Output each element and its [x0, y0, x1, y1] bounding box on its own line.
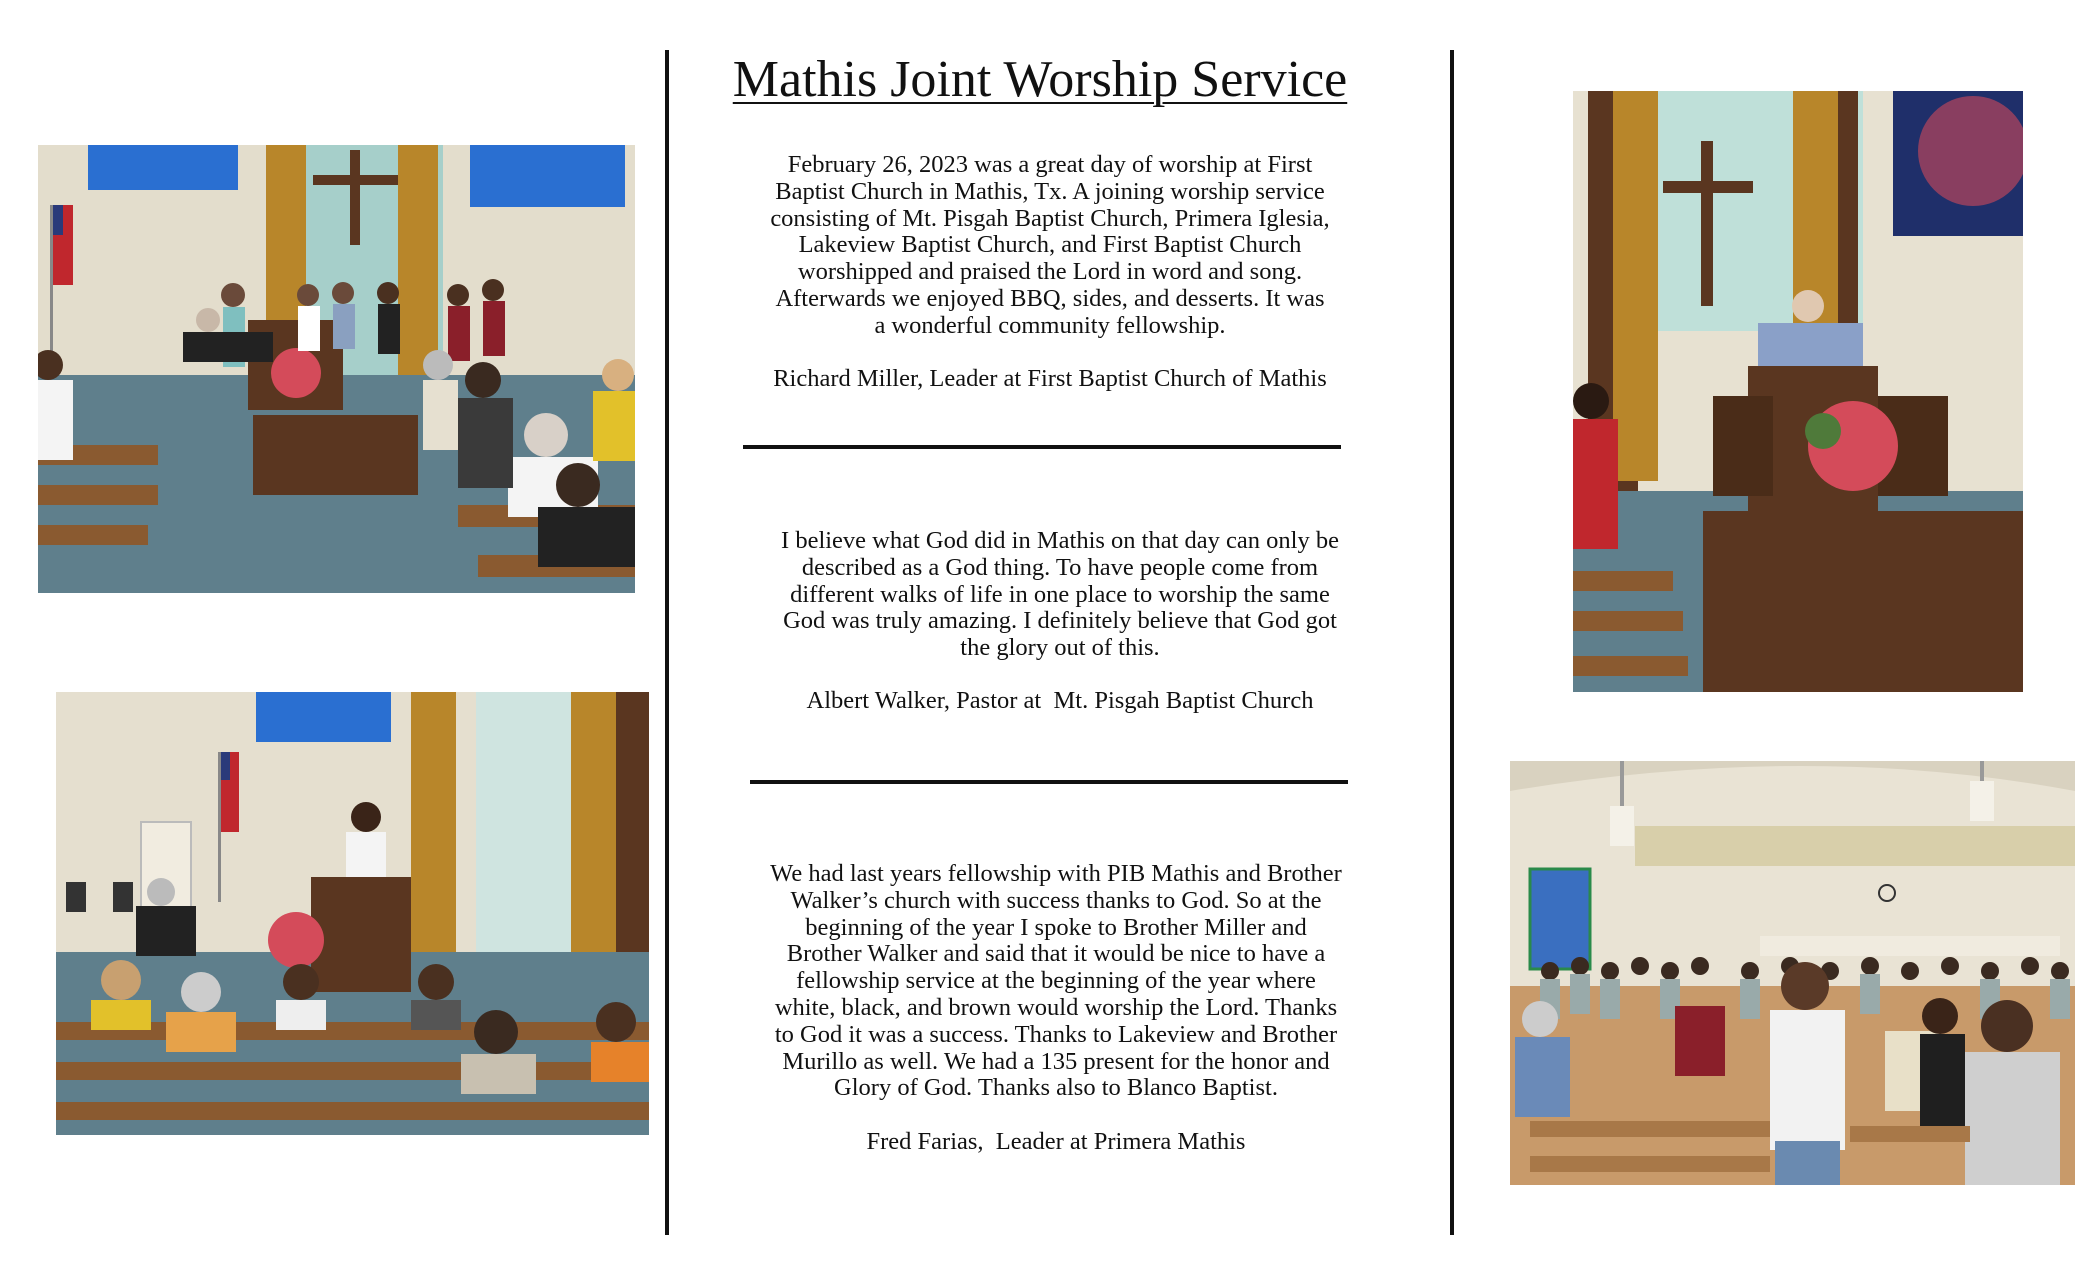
photo-congregation	[1510, 761, 2075, 1185]
testimonial-miller-signature: Richard Miller, Leader at First Baptist Church of Mathis	[773, 365, 1327, 392]
testimonial-miller-text: February 26, 2023 was a great day of worship at First Baptist Church in Mathis, Tx. A joining worship service consisting of Mt. Pisgah Baptist Church, Primera Iglesia, Lakeview Baptist Church, and First Baptist Church worshipped and praised the Lord in word and song. Afterwards we enjoyed BBQ, sides, and desserts. It was a wonderful community fellowship.	[770, 151, 1330, 339]
testimonial-walker-text: I believe what God did in Mathis on that day can only be described as a God thing. To have people come from different walks of life in one place to worship the same God was truly amazing. I definitely believe that God got the glory out of this.	[781, 527, 1339, 662]
photo-choir-singing	[38, 145, 635, 593]
left-column-divider	[665, 50, 669, 1235]
section-divider-1	[743, 445, 1341, 449]
photo-pastor-pulpit	[1573, 91, 2023, 692]
section-divider-2	[750, 780, 1348, 784]
testimonial-walker-signature: Albert Walker, Pastor at Mt. Pisgah Baptist Church	[806, 687, 1314, 714]
testimonial-farias-signature: Fred Farias, Leader at Primera Mathis	[866, 1128, 1246, 1155]
photo-speaker-pulpit	[56, 692, 649, 1135]
page-title: Mathis Joint Worship Service	[732, 51, 1348, 108]
testimonial-farias-text: We had last years fellowship with PIB Mathis and Brother Walker’s church with success thanks to God. So at the beginning of the year I spoke to Brother Miller and Brother Walker and said that it would be nice to have a fellowship service at the beginning of the year where white, black, and brown would worship the Lord. Thanks to God it was a success. Thanks to Lakeview and Brother Murillo as well. We had a 135 present for the honor and Glory of God. Thanks also to Blanco Baptist.	[770, 860, 1342, 1102]
right-column-divider	[1450, 50, 1454, 1235]
